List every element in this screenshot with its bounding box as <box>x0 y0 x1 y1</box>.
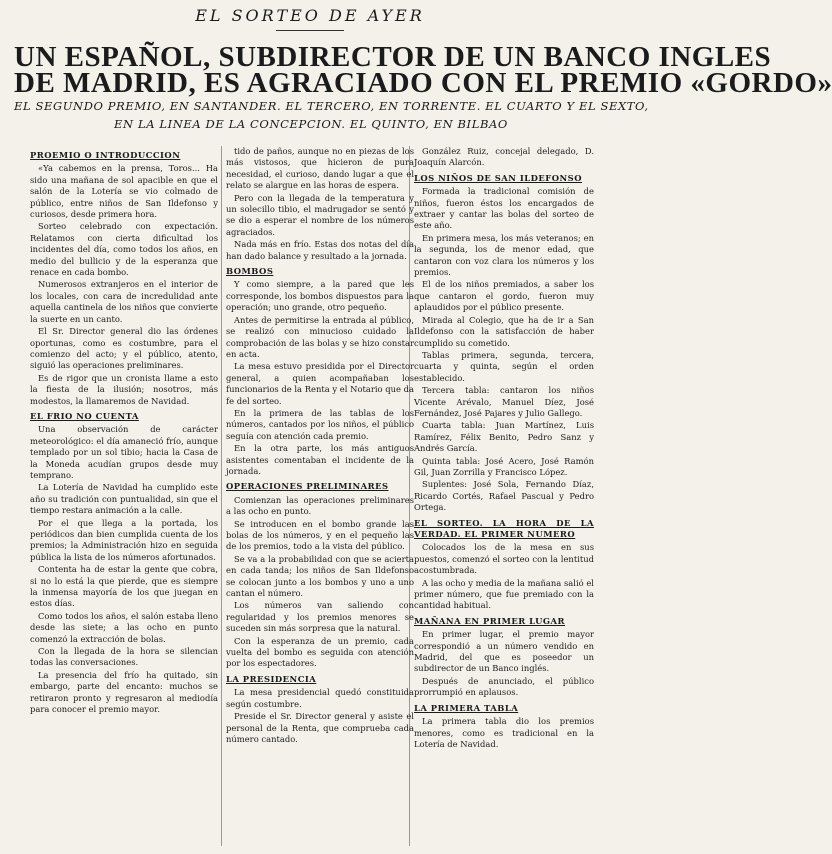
paragraph: Tercera tabla: cantaron los niños Vicente Arévalo, Manuel Díez, José Fernández, José Pajares y Julio Gallego. <box>414 385 594 418</box>
kicker-divider <box>276 30 344 31</box>
paragraph: Sorteo celebrado con expectación. Relatamos con cierta dificultad los incidentes del día, como todos los años, en medio del bullicio y de la esperanza que renace en cada bombo. <box>30 221 218 278</box>
paragraph: Contenta ha de estar la gente que cobra, si no lo está la que pierde, que es siempre la inmensa mayoría de los que juegan en estos días. <box>30 564 218 609</box>
paragraph: Antes de permitirse la entrada al público, se realizó con minucioso cuidado la comprobación de las bolas y se hizo constar en acta. <box>226 314 414 359</box>
paragraph: Numerosos extranjeros en el interior de los locales, con cara de incredulidad ante aquella cantinela de los niños que convierte la suerte en un canto. <box>30 279 218 324</box>
paragraph: Formada la tradicional comisión de niños, fueron éstos los encargados de extraer y cantar las bolas del sorteo de este año. <box>414 186 594 231</box>
paragraph: La mesa presidencial quedó constituida según costumbre. <box>226 687 414 709</box>
paragraph: Se va a la probabilidad con que se acierta en cada tanda; los niños de San Ildefonso se colocan junto a los bombos y uno a uno cantan el número. <box>226 553 414 599</box>
paragraph: La primera tabla dio los premios menores, como es tradicional en la Lotería de Navidad. <box>414 716 594 749</box>
section-kicker: EL SORTEO DE AYER <box>195 6 425 25</box>
paragraph: Como todos los años, el salón estaba lleno desde las siete; a las ocho en punto comenzó la extracción de bolas. <box>30 610 218 644</box>
paragraph: Colocados los de la mesa en sus puestos, comenzó el sorteo con la lentitud acostumbrada. <box>414 542 594 576</box>
paragraph: Nada más en frío. Estas dos notas del día han dado balance y resultado a la jornada. <box>226 239 414 261</box>
article-column-1 <box>30 146 218 846</box>
section-heading: LOS NIÑOS DE SAN ILDEFONSO <box>414 172 583 183</box>
paragraph: Una observación de carácter meteorológico: el día amaneció frío, aunque templado por un sol tibio; hacia la Casa de la Moneda acudían grupos desde muy temprano. <box>30 424 218 480</box>
section-heading: EL FRIO NO CUENTA <box>30 410 139 421</box>
paragraph: González Ruiz, concejal delegado, D. Joaquín Alarcón. <box>414 146 594 168</box>
paragraph: Con la esperanza de un premio, cada vuelta del bombo es seguida con atención por los espectadores. <box>226 635 414 669</box>
paragraph: Cuarta tabla: Juan Martínez, Luis Ramírez, Félix Benito, Pedro Sanz y Andrés García. <box>414 420 594 454</box>
paragraph: La presencia del frío ha quitado, sin embargo, parte del encanto: muchos se retiraron pronto y regresaron al mediodía para conocer el premio mayor. <box>30 669 218 715</box>
paragraph: En la otra parte, los más antiguos asistentes comentaban el incidente de la jornada. <box>226 443 414 476</box>
headline-line-2: DE MADRID, ES AGRACIADO CON EL PREMIO «GORDO» <box>14 67 832 99</box>
article-column-3 <box>414 146 594 846</box>
paragraph: Se introducen en el bombo grande las bolas de los números, y en el pequeño las de los premios, todo a la vista del público. <box>226 518 414 552</box>
section-heading: BOMBOS <box>226 266 274 277</box>
paragraph: Suplentes: José Sola, Fernando Díaz, Ricardo Cortés, Rafael Pascual y Pedro Ortega. <box>414 479 594 513</box>
article-column-2 <box>226 146 414 846</box>
paragraph: En la primera de las tablas de los números, cantados por los niños, el público seguía con atención cada premio. <box>226 407 414 441</box>
section-heading: LA PRESIDENCIA <box>226 673 317 684</box>
subheadline-line-2: EN LA LINEA DE LA CONCEPCION. EL QUINTO, EN BILBAO <box>114 117 508 131</box>
paragraph: En primer lugar, el premio mayor correspondió a un número vendido en Madrid, del que es poseedor un subdirector de un Banco inglés. <box>414 629 594 674</box>
headline-line-1: UN ESPAÑOL, SUBDIRECTOR DE UN BANCO INGLES <box>14 41 772 73</box>
section-heading: PROEMIO O INTRODUCCION <box>30 150 181 160</box>
paragraph: Es de rigor que un cronista llame a esto la fiesta de la ilusión; nosotros, más modestos, la llamaremos de Navidad. <box>30 372 218 406</box>
paragraph: Pero con la llegada de la temperatura y un solecillo tibio, el madrugador se sentó y se dio a esperar el nombre de los números agraciados. <box>226 192 414 237</box>
paragraph: La Lotería de Navidad ha cumplido este año su tradición con puntualidad, sin que el tiempo restara animación a la calle. <box>30 482 218 516</box>
section-heading: OPERACIONES PRELIMINARES <box>226 481 389 492</box>
paragraph: El Sr. Director general dio las órdenes oportunas, como es costumbre, para el comienzo del acto; y el público, atento, siguió las operaciones preliminares. <box>30 326 218 371</box>
paragraph: Y como siempre, a la pared que les corresponde, los bombos dispuestos para la operación; uno grande, otro pequeño. <box>226 279 414 313</box>
paragraph: El de los niños premiados, a saber los que cantaron el gordo, fueron muy aplaudidos por el público presente. <box>414 279 594 313</box>
paragraph: Con la llegada de la hora se silencian todas las conversaciones. <box>30 646 218 668</box>
paragraph: Preside el Sr. Director general y asiste el personal de la Renta, que comprueba cada número cantado. <box>226 711 414 744</box>
section-heading: LA PRIMERA TABLA <box>414 702 519 713</box>
paragraph: Después de anunciado, el público prorrumpió en aplausos. <box>414 675 594 698</box>
paragraph: La mesa estuvo presidida por el Director general, a quien acompañaban los funcionarios de la Renta y el Notario que da fe del sorteo. <box>226 361 414 406</box>
paragraph: «Ya cabemos en la prensa, Toros... Ha sido una mañana de sol apacible en que el salón de la Lotería se vio colmado de público, entre niños de San Ildefonso y curiosos, desde primera hora. <box>30 163 218 220</box>
paragraph: A las ocho y media de la mañana salió el primer número, que fue premiado con la cantidad habitual. <box>414 577 594 611</box>
column-divider <box>221 146 222 846</box>
paragraph: Por el que llega a la portada, los periódicos dan bien cumplida cuenta de los premios; la Administración hizo en seguida pública la lista de los números afortunados. <box>30 517 218 562</box>
paragraph: Los números van saliendo con regularidad y los premios menores se suceden sin más sorpresa que la natural. <box>226 600 414 634</box>
paragraph: Mirada al Colegio, que ha de ir a San Ildefonso con la satisfacción de haber cumplido su cometido. <box>414 314 594 348</box>
paragraph: Quinta tabla: José Acero, José Ramón Gil, Juan Zorrilla y Francisco López. <box>414 455 594 477</box>
section-heading: EL SORTEO. LA HORA DE LA VERDAD. EL PRIMER NUMERO <box>414 517 594 539</box>
paragraph: Tablas primera, segunda, tercera, cuarta y quinta, según el orden establecido. <box>414 349 594 383</box>
paragraph: En primera mesa, los más veteranos; en la segunda, los de menor edad, que cantaron con voz clara los números y los premios. <box>414 232 594 278</box>
paragraph: tido de paños, aunque no en piezas de los más vistosos, que hicieron de pura necesidad, el curioso, dando lugar a que el relato se alargue en las horas de espera. <box>226 146 414 191</box>
section-heading: MAÑANA EN PRIMER LUGAR <box>414 615 565 626</box>
paragraph: Comienzan las operaciones preliminares a las ocho en punto. <box>226 494 414 517</box>
subheadline-line-1: EL SEGUNDO PREMIO, EN SANTANDER. EL TERCERO, EN TORRENTE. EL CUARTO Y EL SEXTO, <box>14 99 649 113</box>
